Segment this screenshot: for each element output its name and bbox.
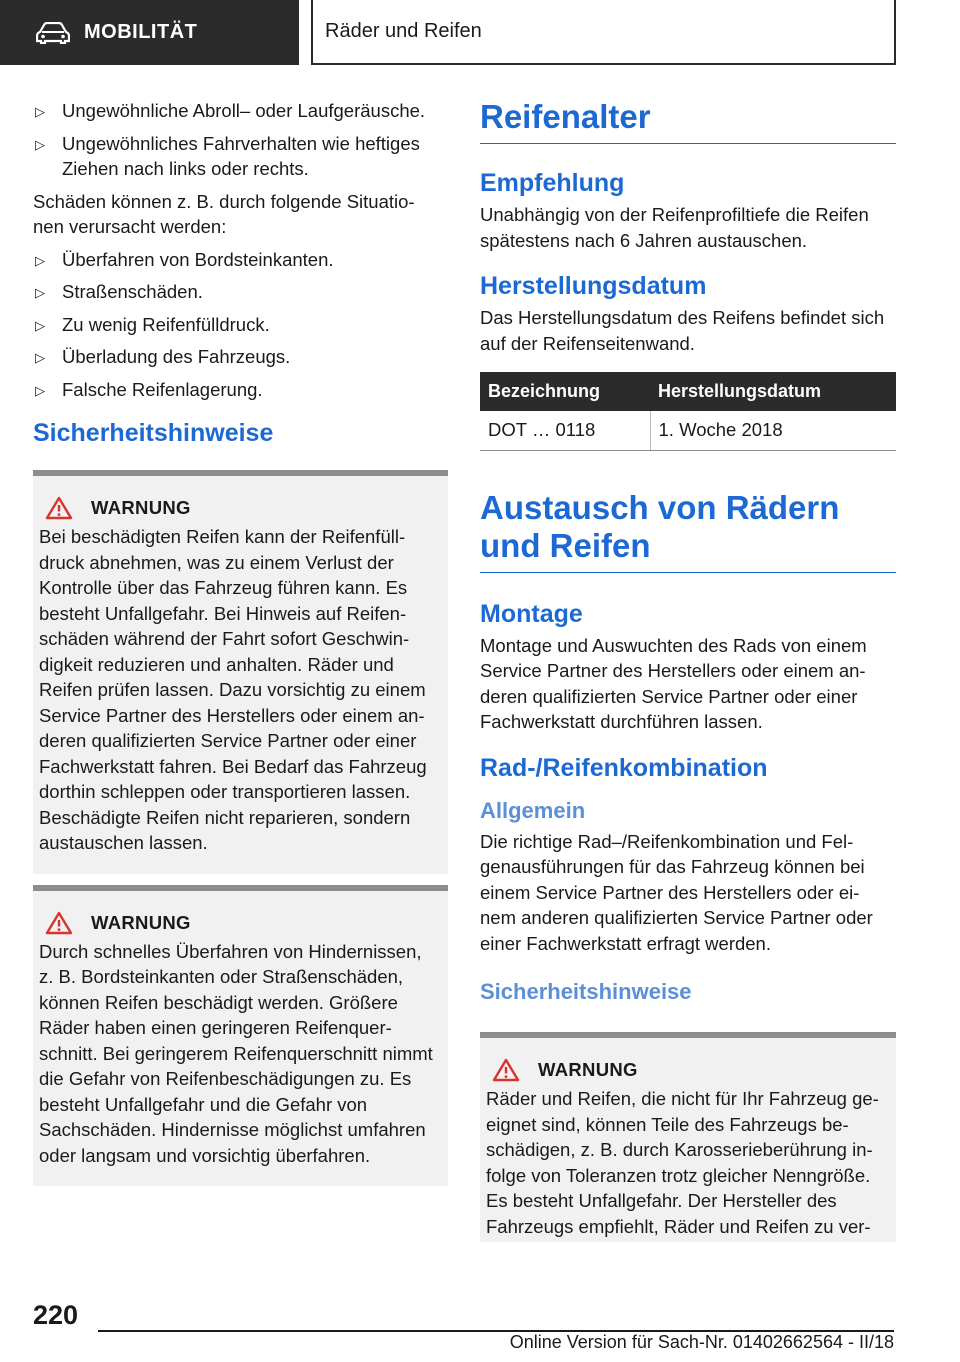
warning-text: Bei beschädigten Reifen kann der Reifenfüll‐ druck abnehmen, was zu einem Verlust der Kontrolle über das Fahrzeug führen kann. Es besteht Unfallgefahr. Bei Hinweis auf Reifen‐ schäden während der Fahrt sofort Geschwin‐ digkeit reduzieren und anhalten. Räder und Reifen prüfen lassen. Dazu vorsichtig zu einem Service Partner des Herstellers oder einem an‐ deren qualifizierten Service Partner oder einer Fachwerkstatt fahren. Bei Bedarf das Fahrzeug dorthin schleppen oder transportieren lassen. Beschädigte Reifen nicht reparieren, sondern austauschen lassen. — [39, 526, 427, 853]
warning-title: WARNUNG — [91, 911, 191, 933]
combination-heading: Rad‐/Reifenkombination — [480, 753, 768, 782]
section-tab — [0, 0, 299, 65]
symptom-list — [33, 98, 448, 182]
table-cell: DOT … 0118 — [480, 411, 650, 450]
chapter-header — [311, 0, 896, 65]
warning-triangle-icon — [45, 911, 73, 935]
list-item: ▷ Ungewöhnliches Fahrverhalten wie heftiges Ziehen nach links oder rechts. — [35, 132, 420, 179]
triangle-bullet-icon: ▷ — [35, 350, 45, 365]
exchange-heading: Austausch von Rädern und Reifen — [480, 489, 896, 573]
manufacture-date-table — [480, 372, 896, 451]
triangle-bullet-icon: ▷ — [35, 382, 45, 398]
warning-triangle-icon — [492, 1058, 520, 1082]
recommendation-heading: Empfehlung — [480, 169, 625, 197]
triangle-bullet-icon: ▷ — [35, 104, 45, 119]
triangle-bullet-icon: ▷ — [35, 136, 45, 152]
car-icon — [36, 22, 70, 44]
warning-text: Räder und Reifen, die nicht für Ihr Fahrzeug ge‐ eignet sind, können Teile des Fahrzeugs be‐ schädigen, z. B. durch Karosserieberührung in‐ folge von Toleranzen trotz gleicher Nenngröße. Es besteht Unfallgefahr. Der Hersteller des Fahrzeugs empfiehlt, Räder und Reifen zu ver‐ — [486, 1088, 879, 1237]
safety-subheading: Sicherheitshinweise — [480, 979, 692, 1004]
triangle-bullet-icon: ▷ — [35, 317, 45, 333]
list-item: ▷ Zu wenig Reifenfülldruck. — [33, 312, 448, 338]
footer-version-text: Online Version für Sach-Nr. 01402662564 - II/18 — [509, 1332, 894, 1352]
right-column — [480, 98, 896, 1242]
section-title: MOBILITÄT — [84, 21, 198, 43]
general-text: Die richtige Rad–/Reifenkombination und Fel‐ genausführungen für das Fahrzeug können bei einem Service Partner des Herstellers oder ei‐ nem anderen qualifizierten Service Partner oder einer Fachwerkstatt erfragt werden. — [480, 830, 873, 954]
list-item: ▷ Überfahren von Bordsteinkanten. — [33, 247, 448, 273]
list-item: ▷ Überladung des Fahrzeugs. — [33, 344, 448, 370]
warning-text: Durch schnelles Überfahren von Hindernissen, z. B. Bordsteinkanten oder Straßenschäden, können Reifen beschädigt werden. Größere Räder haben einen geringeren Reifenquer‐ schnitt. Bei geringerem Reifenquerschnitt nimmt die Gefahr von Reifenbeschädigungen zu. Es besteht Unfallgefahr und die Gefahr von Sachschäden. Hindernisse möglichst umfahren oder langsam und vorsichtig überfahren. — [39, 940, 433, 1166]
list-item: ▷ Straßenschäden. — [33, 279, 448, 305]
general-heading: Allgemein — [480, 797, 586, 823]
recommendation-text: Unabhängig von der Reifenprofiltiefe die Reifen spätestens nach 6 Jahren austauschen. — [480, 204, 869, 251]
mounting-heading: Montage — [480, 599, 583, 628]
table-row — [480, 411, 896, 450]
warning-title: WARNUNG — [91, 497, 191, 518]
table-header: Bezeichnung — [480, 372, 650, 411]
list-item: ▷ Ungewöhnliche Abroll– oder Laufgeräusche. — [33, 98, 448, 124]
tire-age-heading: Reifenalter — [480, 98, 896, 144]
causes-list — [33, 247, 448, 403]
warning-box — [480, 1032, 896, 1242]
manufacture-date-text: Das Herstellungsdatum des Reifens befindet sich auf der Reifenseitenwand. — [480, 307, 885, 354]
causes-paragraph: Schäden können z. B. durch folgende Situatio‐ nen verursacht werden: — [33, 190, 415, 237]
warning-title: WARNUNG — [538, 1059, 638, 1080]
table-header: Herstellungsdatum — [650, 372, 896, 411]
safety-heading: Sicherheitshinweise — [33, 419, 274, 447]
table-cell: 1. Woche 2018 — [650, 411, 896, 450]
mounting-text: Montage und Auswuchten des Rads von einem Service Partner des Herstellers oder einem an‐ deren qualifizierten Service Partner oder einer Fachwerkstatt durchführen lassen. — [480, 634, 867, 732]
chapter-title: Räder und Reifen — [325, 20, 482, 42]
list-item: ▷ Falsche Reifenlagerung. — [33, 377, 448, 403]
page-number: 220 — [33, 1300, 79, 1330]
triangle-bullet-icon: ▷ — [35, 285, 45, 300]
warning-triangle-icon — [45, 496, 73, 520]
warning-box — [33, 885, 448, 1187]
manufacture-date-heading: Herstellungsdatum — [480, 272, 707, 300]
warning-box — [33, 470, 448, 874]
triangle-bullet-icon: ▷ — [35, 252, 45, 268]
left-column — [33, 98, 448, 1186]
